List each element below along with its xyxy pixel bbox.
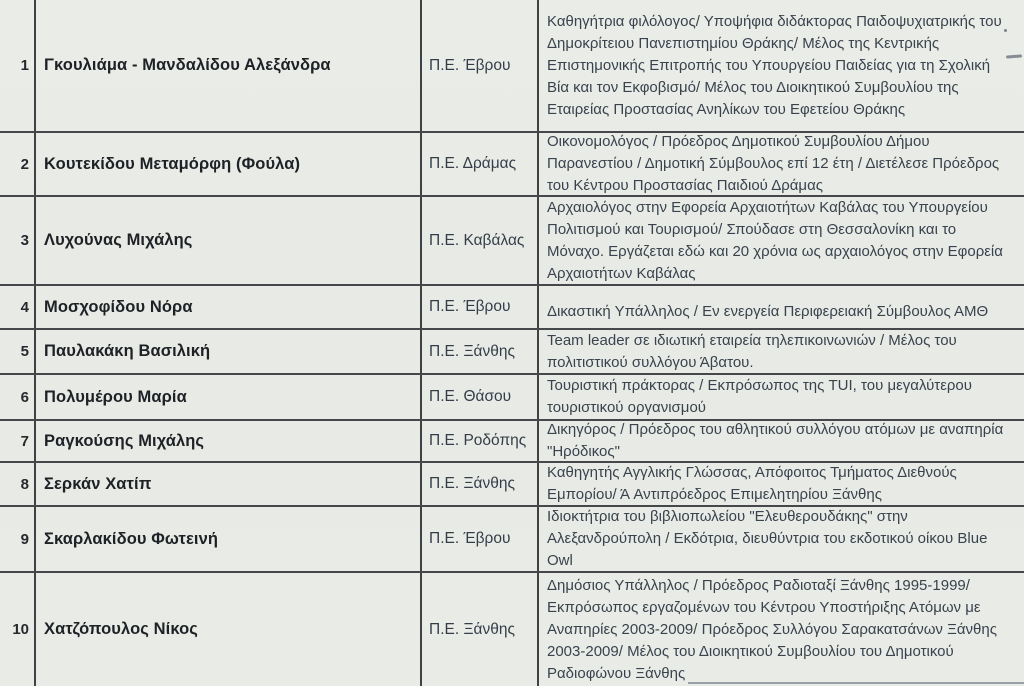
member-description: Team leader σε ιδιωτική εταιρεία τηλεπικοινωνιών / Μέλος του πολιτιστικού συλλόγου Άβατου. [547, 331, 957, 371]
member-description: Ιδιοκτήτρια του βιβλιοπωλείου "Ελευθερουδάκης" στην Αλεξανδρούπολη / Εκδότρια, διευθύντρια του εκδοτικού οίκου Blue Owl [547, 508, 988, 569]
regional-unit: Π.Ε. Ροδόπης [422, 421, 539, 461]
regional-unit: Π.Ε. Ξάνθης [422, 330, 539, 373]
member-name: Σερκάν Χατίπ [36, 463, 422, 505]
regional-unit: Π.Ε. Καβάλας [422, 197, 539, 284]
table-row [0, 463, 1024, 507]
member-description: Τουριστική πράκτορας / Εκπρόσωπος της TUI, του μεγαλύτερου τουριστικού οργανισμού [547, 377, 972, 416]
member-name: Σκαρλακίδου Φωτεινή [36, 507, 422, 571]
member-name: Μοσχοφίδου Νόρα [36, 286, 422, 328]
regional-unit: Π.Ε. Έβρου [422, 507, 539, 571]
member-name: Γκουλιάμα - Μανδαλίδου Αλεξάνδρα [36, 0, 422, 131]
row-number: 6 [0, 375, 36, 419]
row-number: 3 [0, 197, 36, 284]
member-description: Καθηγήτρια φιλόλογος/ Υποψήφια διδάκτορας Παιδοψυχιατρικής του Δημοκρίτειου Πανεπιστημίου Θράκης/ Μέλος της Κεντρικής Επιστημονικής Επιτροπής του Υπουργείου Παιδείας για τη Σχολική Βία και τον Εκφοβισμό/ Μέλος του Διοικητικού Συμβουλίου της Εταιρείας Προστασίας Ανηλίκων του Εφετείου Θράκης [547, 12, 1002, 118]
member-description: Δικαστική Υπάλληλος / Εν ενεργεία Περιφερειακή Σύμβουλος ΑΜΘ [547, 303, 989, 320]
row-number: 9 [0, 507, 36, 571]
member-description: Καθηγητής Αγγλικής Γλώσσας, Απόφοιτος Τμήματος Διεθνούς Εμπορίου/ Ά Αντιπρόεδρος Επιμελητηρίου Ξάνθης [547, 464, 957, 503]
row-number: 1 [0, 0, 36, 131]
member-name: Χατζόπουλος Νίκος [36, 573, 422, 686]
regional-unit: Π.Ε. Δράμας [422, 133, 539, 195]
row-number: 4 [0, 286, 36, 328]
table-row [0, 375, 1024, 421]
table-row [0, 330, 1024, 375]
table-row [0, 507, 1024, 573]
member-description: Δικηγόρος / Πρόεδρος του αθλητικού συλλόγου ατόμων με αναπηρία "Ηρόδικος" [547, 421, 1004, 460]
member-name: Κουτεκίδου Μεταμόρφη (Φούλα) [36, 133, 422, 195]
row-number: 10 [0, 573, 36, 686]
member-name: Πολυμέρου Μαρία [36, 375, 422, 419]
row-number: 8 [0, 463, 36, 505]
row-number: 5 [0, 330, 36, 373]
regional-unit: Π.Ε. Έβρου [422, 0, 539, 131]
row-number: 7 [0, 421, 36, 461]
table-row [0, 197, 1024, 286]
member-description: Δημόσιος Υπάλληλος / Πρόεδρος Ραδιοταξί Ξάνθης 1995-1999/ Εκπρόσωπος εργαζομένων του Κέντρου Υποστήριξης Ατόμων με Αναπηρίες 2003-2009/ Πρόεδρος Συλλόγου Σαρακατσάνων Ξάνθης 2003-2009/ Μέλος του Διοικητικού Συμβουλίου του Δημοτικού Ραδιοφώνου Ξάνθης [547, 576, 997, 682]
table-row [0, 133, 1024, 197]
table-row [0, 286, 1024, 330]
member-name: Ραγκούσης Μιχάλης [36, 421, 422, 461]
member-description: Αρχαιολόγος στην Εφορεία Αρχαιοτήτων Καβάλας του Υπουργείου Πολιτισμού και Τουρισμού/ Σπούδασε στη Θεσσαλονίκη και το Μόναχο. Εργάζεται εδώ και 20 χρόνια ως αρχαιολόγος στην Εφορεία Αρχαιοτήτων Καβάλας [547, 198, 1003, 282]
regional-unit: Π.Ε. Ξάνθης [422, 463, 539, 505]
row-number: 2 [0, 133, 36, 195]
table-row [0, 573, 1024, 686]
regional-unit: Π.Ε. Έβρου [422, 286, 539, 328]
member-description: Οικονομολόγος / Πρόεδρος Δημοτικού Συμβουλίου Δήμου Παρανεστίου / Δημοτική Σύμβουλος επί 12 έτη / Διετέλεσε Πρόεδρος του Κέντρου Προστασίας Παιδιού Δράμας [547, 133, 1000, 194]
member-name: Παυλακάκη Βασιλική [36, 330, 422, 373]
regional-unit: Π.Ε. Θάσου [422, 375, 539, 419]
member-name: Λυχούνας Μιχάλης [36, 197, 422, 284]
regional-unit: Π.Ε. Ξάνθης [422, 573, 539, 686]
table-row [0, 0, 1024, 133]
table-row [0, 421, 1024, 463]
